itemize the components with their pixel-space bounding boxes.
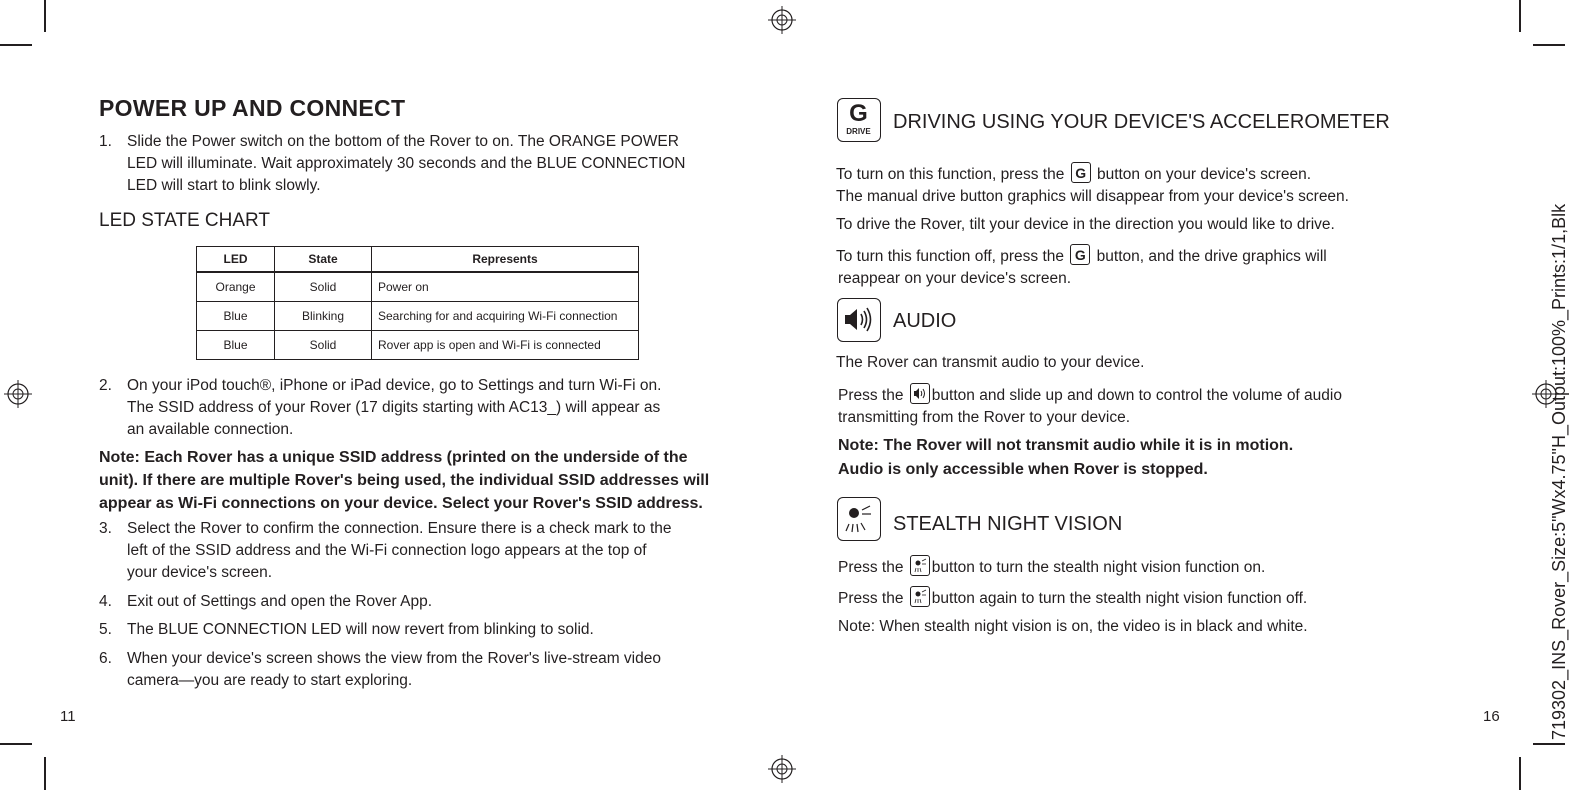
crop-mark bbox=[44, 757, 46, 790]
table-cell: Blue bbox=[197, 302, 275, 331]
paragraph: To turn on this function, press the G button on your device's screen. The manual drive button graphics will disappear from your device's screen. bbox=[836, 162, 1349, 208]
step-text: Exit out of Settings and open the Rover App. bbox=[127, 593, 433, 610]
section-title: DRIVING USING YOUR DEVICE'S ACCELEROMETER bbox=[893, 111, 1390, 133]
chart-title: LED STATE CHART bbox=[99, 210, 271, 231]
step-text: Select the Rover to confirm the connection. Ensure there is a check mark to the left of the SSID address and the Wi-Fi connection logo appears at the top of your device's screen. bbox=[127, 520, 672, 581]
registration-mark-icon bbox=[768, 6, 796, 34]
paragraph: Press the button again to turn the stealth night vision function off. bbox=[838, 586, 1307, 610]
page-number: 11 bbox=[60, 708, 76, 725]
table-cell: Rover app is open and Wi-Fi is connected bbox=[372, 331, 639, 360]
step-text: Slide the Power switch on the bottom of the Rover to on. The ORANGE POWER LED will illuminate. Wait approximately 30 seconds and the BLUE CONNECTION LED will start to blink slowly. bbox=[127, 133, 686, 194]
column-header: State bbox=[275, 247, 372, 273]
page-number: 16 bbox=[1483, 708, 1500, 725]
drive-icon: G bbox=[1071, 162, 1091, 183]
paragraph: To drive the Rover, tilt your device in the direction you would like to drive. bbox=[836, 216, 1335, 233]
drive-icon: G bbox=[1070, 244, 1090, 265]
table-cell: Orange bbox=[197, 272, 275, 302]
step-number: 1. bbox=[99, 133, 112, 150]
step-text: On your iPod touch®, iPhone or iPad device, go to Settings and turn Wi-Fi on. The SSID address of your Rover (17 digits starting with AC13_) will appear as an available connection. bbox=[127, 377, 662, 438]
night-vision-icon bbox=[910, 555, 930, 576]
crop-mark bbox=[44, 0, 46, 32]
paragraph: Note: When stealth night vision is on, the video is in black and white. bbox=[838, 618, 1308, 635]
column-header: Represents bbox=[372, 247, 639, 273]
table-row bbox=[197, 302, 639, 331]
step-text: The BLUE CONNECTION LED will now revert from blinking to solid. bbox=[127, 621, 594, 638]
crop-mark bbox=[1519, 757, 1521, 790]
table-cell: Blue bbox=[197, 331, 275, 360]
crop-mark bbox=[1519, 0, 1521, 32]
table-row bbox=[197, 272, 639, 302]
page-title: POWER UP AND CONNECT bbox=[99, 95, 406, 121]
step-text: When your device's screen shows the view from the Rover's live-stream video camera—you are ready to start exploring. bbox=[127, 650, 661, 689]
crop-mark bbox=[1533, 743, 1565, 745]
paragraph: Press the button to turn the stealth night vision function on. bbox=[838, 555, 1265, 579]
table-cell: Searching for and acquiring Wi-Fi connection bbox=[372, 302, 639, 331]
led-state-table bbox=[196, 246, 639, 360]
step-number: 5. bbox=[99, 621, 112, 638]
ssid-note: Note: Each Rover has a unique SSID address (printed on the underside of the unit). If there are multiple Rover's being used, the individual SSID addresses will appear as Wi-Fi connections on your device. Select your Rover's SSID address. bbox=[99, 449, 710, 512]
night-vision-icon bbox=[837, 497, 881, 541]
table-row bbox=[197, 331, 639, 360]
section-title: STEALTH NIGHT VISION bbox=[893, 513, 1123, 535]
speaker-icon bbox=[910, 383, 930, 404]
section-title: AUDIO bbox=[893, 310, 957, 332]
table-cell: Blinking bbox=[275, 302, 372, 331]
step-number: 3. bbox=[99, 520, 112, 537]
crop-mark bbox=[0, 743, 32, 745]
crop-mark bbox=[1533, 44, 1565, 46]
paragraph: To turn this function off, press the G button, and the drive graphics will reappear on your device's screen. bbox=[836, 244, 1327, 290]
drive-icon: G DRIVE bbox=[837, 98, 881, 142]
registration-mark-icon bbox=[768, 755, 796, 783]
registration-mark-icon bbox=[4, 380, 32, 408]
audio-note: Note: The Rover will not transmit audio while it is in motion. Audio is only accessible when Rover is stopped. bbox=[838, 437, 1294, 478]
table-header-row bbox=[197, 247, 639, 273]
paragraph: Press the button and slide up and down to control the volume of audio transmitting from the Rover to your device. bbox=[838, 383, 1342, 429]
crop-mark bbox=[0, 44, 32, 46]
step-number: 2. bbox=[99, 377, 112, 394]
table-cell: Solid bbox=[275, 272, 372, 302]
print-slug: 719302_INS_Rover_Size:5"Wx4.75"H_Output:100%_Prints:1/1,Blk bbox=[1549, 203, 1569, 740]
night-vision-icon bbox=[910, 586, 930, 607]
speaker-icon bbox=[837, 298, 881, 342]
table-cell: Solid bbox=[275, 331, 372, 360]
paragraph: The Rover can transmit audio to your device. bbox=[836, 354, 1145, 371]
step-number: 6. bbox=[99, 650, 112, 667]
column-header: LED bbox=[197, 247, 275, 273]
table-cell: Power on bbox=[372, 272, 639, 302]
step-number: 4. bbox=[99, 593, 112, 610]
